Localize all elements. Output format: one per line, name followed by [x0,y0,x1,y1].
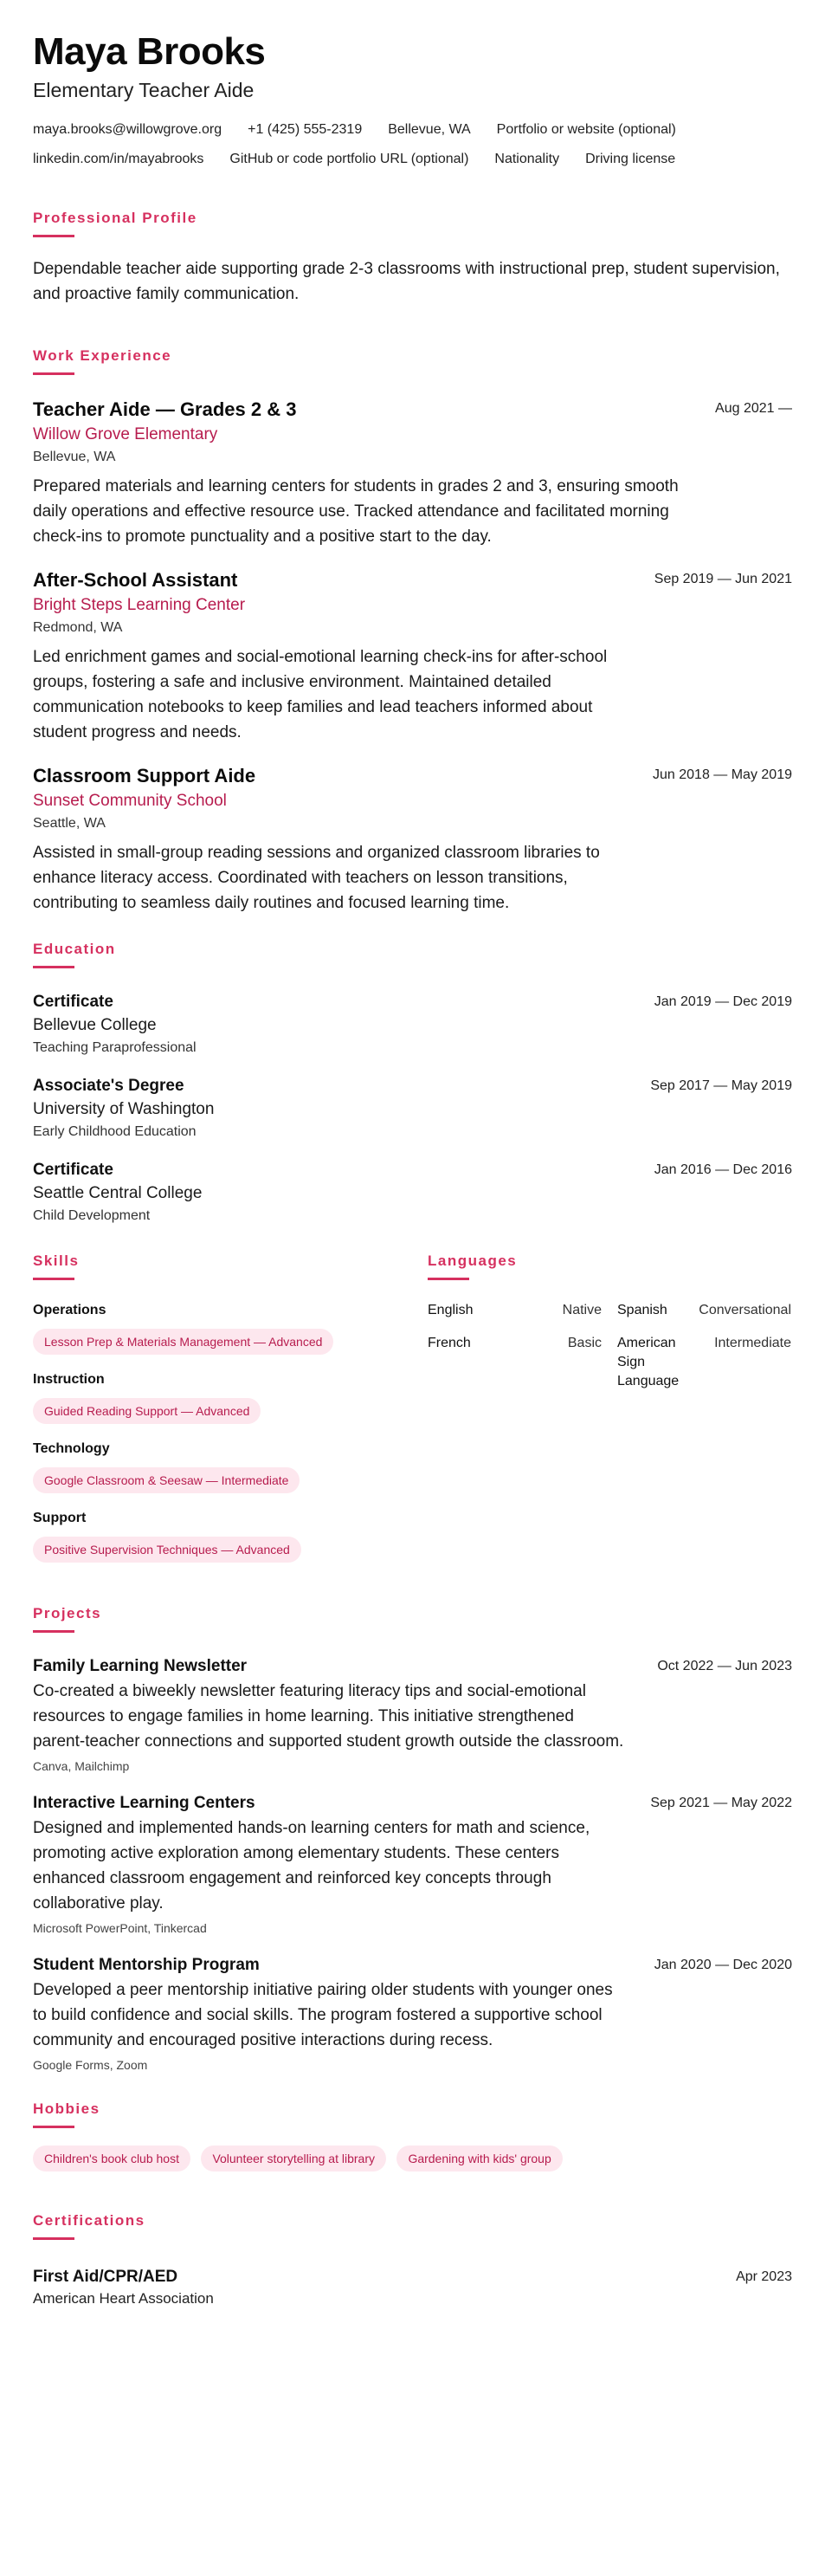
education-dates: Sep 2017 — May 2019 [650,1078,792,1093]
skill-group [33,1370,428,1424]
project-title: Interactive Learning Centers [33,1794,255,1812]
section-divider [33,1630,74,1633]
education-dates: Jan 2016 — Dec 2016 [654,1162,792,1177]
project-dates: Sep 2021 — May 2022 [650,1796,792,1810]
education-school: Bellevue College [33,1016,157,1034]
job-description: Assisted in small-group reading sessions and organized classroom libraries to enhance literacy access. Coordinated with teachers on lesson transitions, contributing to seamless daily routines and focused learning time. [33,844,600,912]
hobby-chip: Gardening with kids' group [396,2146,562,2171]
job-location: Seattle, WA [33,816,106,831]
education-degree: Certificate [33,993,113,1011]
contact-phone[interactable]: +1 (425) 555-2319 [248,122,363,137]
job-title: After-School Assistant [33,569,238,591]
education-field: Child Development [33,1208,151,1223]
language-level: Native [562,1303,602,1317]
education-school: University of Washington [33,1100,215,1118]
certification-issuer: American Heart Association [33,2290,214,2307]
education-field: Early Childhood Education [33,1124,197,1139]
hobby-chip: Children's book club host [33,2146,190,2171]
contact-list [33,120,792,169]
project-description: Co-created a biweekly newsletter featuring literacy tips and social-emotional resources to engage families in home learning. This initiative strengthened parent-teacher connections and supported student growth outside the classroom. [33,1682,624,1751]
section-title-languages: Languages [428,1252,518,1269]
language-name: American Sign Language [617,1336,680,1388]
section-title-projects: Projects [33,1605,102,1621]
company-name: Sunset Community School [33,792,227,810]
skill-category: Technology [33,1441,110,1456]
job-description: Led enrichment games and social-emotional learning check-ins for after-school groups, fostering a safe and inclusive environment. Maintained detailed communication notebooks to keep families and lead teachers informed about student progress and needs. [33,648,608,741]
skill-category: Operations [33,1303,106,1317]
contact-location: Bellevue, WA [388,122,471,137]
education-dates: Jan 2019 — Dec 2019 [654,994,792,1009]
profile-summary: Dependable teacher aide supporting grade 2-3 classrooms with instructional prep, student supervision, and proactive family communication. [33,260,780,303]
section-divider [33,966,74,968]
section-divider [33,2237,74,2240]
education-entry [33,991,792,1058]
section-title-education: Education [33,941,116,957]
language-item [428,1334,602,1391]
candidate-name: Maya Brooks [33,30,266,73]
certification-name: First Aid/CPR/AED [33,2268,178,2286]
skill-chip: Lesson Prep & Materials Management — Advanced [33,1329,333,1355]
certifications-section [33,2211,792,2309]
skill-group [33,1509,428,1563]
skills-section [33,1252,428,1578]
project-tools: Google Forms, Zoom [33,2058,148,2072]
section-divider [33,235,74,237]
language-level: Intermediate [714,1336,791,1350]
certification-date: Apr 2023 [736,2269,792,2284]
section-title-experience: Work Experience [33,347,172,364]
project-tools: Microsoft PowerPoint, Tinkercad [33,1921,207,1935]
project-description: Developed a peer mentorship initiative pairing older students with younger ones to build confidence and social skills. The program fostered a supportive school community and encouraged positive interactions during recess. [33,1981,613,2049]
section-title-hobbies: Hobbies [33,2100,100,2117]
project-dates: Oct 2022 — Jun 2023 [657,1659,792,1673]
contact-github[interactable]: GitHub or code portfolio URL (optional) [229,152,469,166]
section-divider [428,1278,469,1280]
contact-nationality: Nationality [494,152,560,166]
skill-group [33,1440,428,1493]
contact-linkedin[interactable]: linkedin.com/in/mayabrooks [33,152,204,166]
projects-section [33,1604,792,2074]
job-title: Classroom Support Aide [33,765,256,786]
job-location: Bellevue, WA [33,450,116,464]
skill-chip: Positive Supervision Techniques — Advanced [33,1537,301,1563]
languages-section [428,1252,791,1578]
candidate-headline: Elementary Teacher Aide [33,79,255,101]
skill-chip: Google Classroom & Seesaw — Intermediate [33,1467,300,1493]
education-degree: Certificate [33,1161,113,1179]
experience-dates: Sep 2019 — Jun 2021 [654,572,792,586]
job-title: Teacher Aide — Grades 2 & 3 [33,398,297,420]
contact-portfolio[interactable]: Portfolio or website (optional) [496,122,676,137]
section-title-certifications: Certifications [33,2212,145,2229]
company-name: Willow Grove Elementary [33,425,218,443]
language-item [617,1301,791,1320]
experience-section [33,346,792,916]
experience-entry [33,398,792,549]
education-entry [33,1159,792,1226]
education-degree: Associate's Degree [33,1077,184,1095]
section-title-skills: Skills [33,1252,80,1269]
project-dates: Jan 2020 — Dec 2020 [654,1958,792,1972]
project-title: Family Learning Newsletter [33,1657,248,1675]
education-school: Seattle Central College [33,1184,203,1202]
contact-email[interactable]: maya.brooks@willowgrove.org [33,122,222,137]
language-name: French [428,1336,471,1350]
experience-entry [33,568,792,745]
language-name: Spanish [617,1303,667,1317]
section-divider [33,1278,74,1280]
skill-group [33,1301,428,1355]
project-title: Student Mentorship Program [33,1956,260,1974]
hobbies-section [33,2100,792,2171]
contact-driving-license: Driving license [585,152,676,166]
resume-header [33,29,792,169]
language-level: Basic [567,1336,602,1350]
skills-languages-row [33,1252,792,1578]
profile-section [33,209,792,307]
experience-dates: Aug 2021 — [715,401,792,416]
language-item [617,1334,791,1391]
experience-dates: Jun 2018 — May 2019 [653,767,792,782]
section-title-profile: Professional Profile [33,210,197,226]
job-description: Prepared materials and learning centers for students in grades 2 and 3, ensuring smooth daily operations and effective resource use. Tracked attendance and facilitated morning check-ins to promote punctuality and a positive start to the day. [33,477,679,546]
language-level: Conversational [699,1303,791,1317]
education-section [33,940,792,1226]
section-divider [33,372,74,375]
hobby-chip: Volunteer storytelling at library [201,2146,386,2171]
experience-entry [33,764,792,916]
language-name: English [428,1303,474,1317]
project-description: Designed and implemented hands-on learning centers for math and science, promoting active exploration among elementary students. These centers enhanced classroom engagement and reinforced key concepts through collaborative play. [33,1819,590,1913]
skill-category: Instruction [33,1372,105,1387]
skill-category: Support [33,1511,87,1525]
language-item [428,1301,602,1320]
language-list [428,1301,791,1391]
project-entry [33,1954,792,2074]
company-name: Bright Steps Learning Center [33,596,246,614]
job-location: Redmond, WA [33,620,123,635]
certification-entry [33,2266,792,2309]
education-field: Teaching Paraprofessional [33,1040,197,1055]
skill-chip: Guided Reading Support — Advanced [33,1398,261,1424]
education-entry [33,1075,792,1142]
section-divider [33,2126,74,2128]
project-entry [33,1655,792,1775]
project-tools: Canva, Mailchimp [33,1759,130,1773]
project-entry [33,1792,792,1937]
